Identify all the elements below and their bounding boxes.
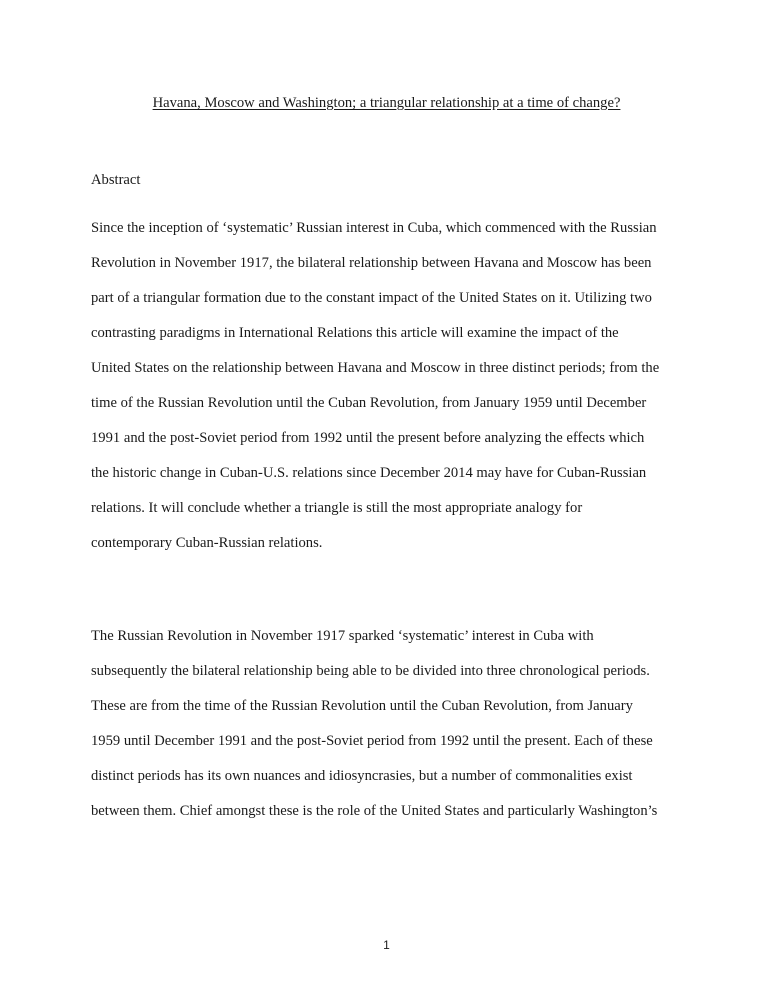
introduction-paragraph — [91, 626, 691, 836]
abstract-line: time of the Russian Revolution until the Cuban Revolution, from January 1959 until December — [91, 395, 647, 411]
body-line: These are from the time of the Russian Revolution until the Cuban Revolution, from January — [91, 698, 633, 714]
abstract-line: part of a triangular formation due to the constant impact of the United States on it. Utilizing two — [91, 290, 652, 306]
abstract-heading: Abstract — [91, 172, 141, 188]
abstract-line: contrasting paradigms in International Relations this article will examine the impact of the — [91, 325, 619, 341]
body-line: The Russian Revolution in November 1917 sparked ‘systematic’ interest in Cuba with — [91, 628, 594, 644]
body-line: distinct periods has its own nuances and idiosyncrasies, but a number of commonalities exist — [91, 768, 633, 784]
body-line: between them. Chief amongst these is the role of the United States and particularly Washington’s — [91, 803, 658, 819]
abstract-line: contemporary Cuban-Russian relations. — [91, 535, 323, 551]
body-line: subsequently the bilateral relationship being able to be divided into three chronological periods. — [91, 663, 650, 679]
body-line: 1959 until December 1991 and the post-Soviet period from 1992 until the present. Each of these — [91, 733, 653, 749]
abstract-line: United States on the relationship between Havana and Moscow in three distinct periods; from the — [91, 360, 660, 376]
abstract-line: relations. It will conclude whether a triangle is still the most appropriate analogy for — [91, 500, 583, 516]
abstract-line: Revolution in November 1917, the bilateral relationship between Havana and Moscow has been — [91, 255, 652, 271]
paper-title: Havana, Moscow and Washington; a triangular relationship at a time of change? — [152, 95, 621, 111]
page-number: 1 — [383, 938, 390, 952]
abstract-line: 1991 and the post-Soviet period from 1992 until the present before analyzing the effects which — [91, 430, 645, 446]
abstract-line: Since the inception of ‘systematic’ Russian interest in Cuba, which commenced with the Russian — [91, 220, 657, 236]
abstract-line: the historic change in Cuban-U.S. relations since December 2014 may have for Cuban-Russian — [91, 465, 647, 481]
abstract-paragraph — [91, 218, 691, 568]
